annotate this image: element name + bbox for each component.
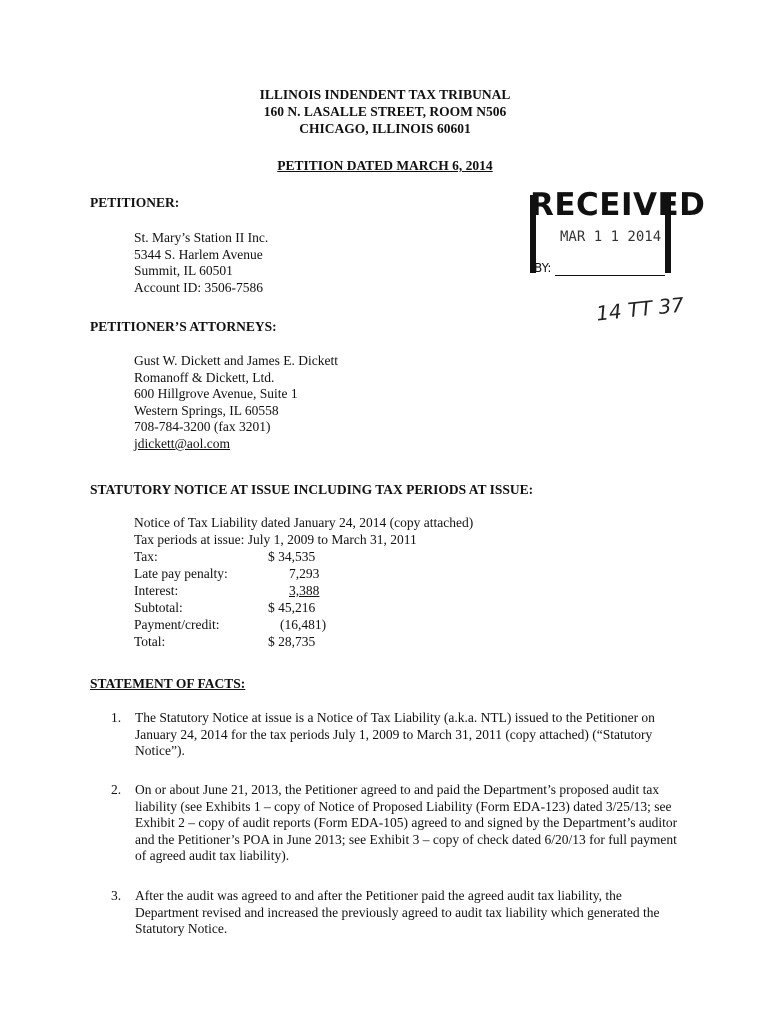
attorney-line: 600 Hillgrove Avenue, Suite 1 (134, 386, 298, 402)
handwritten-case-number: 14 TT 37 (594, 292, 686, 326)
tribunal-name: ILLINOIS INDENDENT TAX TRIBUNAL (259, 87, 511, 102)
stamp-date: MAR 1 1 2014 (560, 229, 662, 245)
stamp-by-label: BY: (534, 261, 552, 275)
liability-label: Total: (134, 634, 166, 649)
fact-number: 1. (111, 710, 122, 725)
attorneys-heading: PETITIONER’S ATTORNEYS: (90, 319, 277, 334)
fact-number: 3. (111, 888, 122, 903)
facts-heading: STATEMENT OF FACTS: (90, 676, 246, 691)
attorneys-block (134, 353, 338, 453)
liability-label: Payment/credit: (134, 617, 220, 632)
liability-value: 3,388 (289, 583, 320, 598)
liability-table (134, 549, 374, 659)
fact-text: The Statutory Notice at issue is a Notice of Tax Liability (a.k.a. NTL) issued to the Petitioner on January 24, 2014 for the tax periods July 1, 2009 to March 31, 2011 (copy attached) (“Statutory Notice”). (135, 710, 655, 759)
notice-heading: STATUTORY NOTICE AT ISSUE INCLUDING TAX PERIODS AT ISSUE: (90, 482, 534, 497)
received-stamp (524, 185, 706, 285)
fact-item (111, 888, 681, 938)
petitioner-line: Summit, IL 60501 (134, 263, 233, 279)
liability-value: (16,481) (280, 617, 327, 632)
liability-value: $ 45,216 (268, 600, 316, 615)
liability-label: Tax: (134, 549, 158, 564)
liability-label: Interest: (134, 583, 179, 598)
petitioner-line: 5344 S. Harlem Avenue (134, 246, 263, 262)
petition-date: PETITION DATED MARCH 6, 2014 (277, 158, 493, 173)
liability-value: 7,293 (289, 566, 320, 581)
fact-text: On or about June 21, 2013, the Petitioner agreed to and paid the Department’s proposed audit tax liability (see Exhibits 1 – copy of Notice of Proposed Liability (Form EDA-123) dated 3/25/13; see Exhibit 2 – copy of audit reports (Form EDA-105) agreed to and signed by the Department’s auditor and the Petitioner’s POA in June 2013; see Exhibit 3 – copy of check dated 6/20/13 for full payment of agreed audit tax liability). (135, 782, 678, 864)
petitioner-address (134, 230, 268, 296)
attorney-email-link[interactable]: jdickett@aol.com (134, 435, 231, 451)
notice-tax-periods: Tax periods at issue: July 1, 2009 to March 31, 2011 (134, 532, 417, 547)
attorney-line: 708-784-3200 (fax 3201) (134, 419, 271, 435)
fact-item (111, 782, 681, 865)
fact-item (111, 710, 681, 760)
petitioner-line: Account ID: 3506-7586 (134, 279, 263, 295)
stamp-signature-line (555, 275, 665, 276)
liability-value: $ 34,535 (268, 549, 316, 564)
fact-text: After the audit was agreed to and after the Petitioner paid the agreed audit tax liability, the Department revised and increased the previously agreed to audit tax liability which generated the Statutory Notice. (135, 888, 660, 937)
attorney-line: Western Springs, IL 60558 (134, 402, 279, 418)
notice-description: Notice of Tax Liability dated January 24, 2014 (copy attached) (134, 515, 474, 530)
attorney-line: Gust W. Dickett and James E. Dickett (134, 353, 338, 368)
liability-value: $ 28,735 (268, 634, 316, 649)
tribunal-city: CHICAGO, ILLINOIS 60601 (299, 121, 471, 136)
petitioner-line: St. Mary’s Station II Inc. (134, 230, 269, 245)
petitioner-heading: PETITIONER: (90, 195, 180, 210)
stamp-received-text: RECEIVED (530, 187, 706, 223)
attorney-line: Romanoff & Dickett, Ltd. (134, 369, 275, 385)
liability-label: Late pay penalty: (134, 566, 228, 581)
tribunal-street: 160 N. LASALLE STREET, ROOM N506 (263, 104, 507, 119)
liability-label: Subtotal: (134, 600, 183, 615)
fact-number: 2. (111, 782, 122, 797)
